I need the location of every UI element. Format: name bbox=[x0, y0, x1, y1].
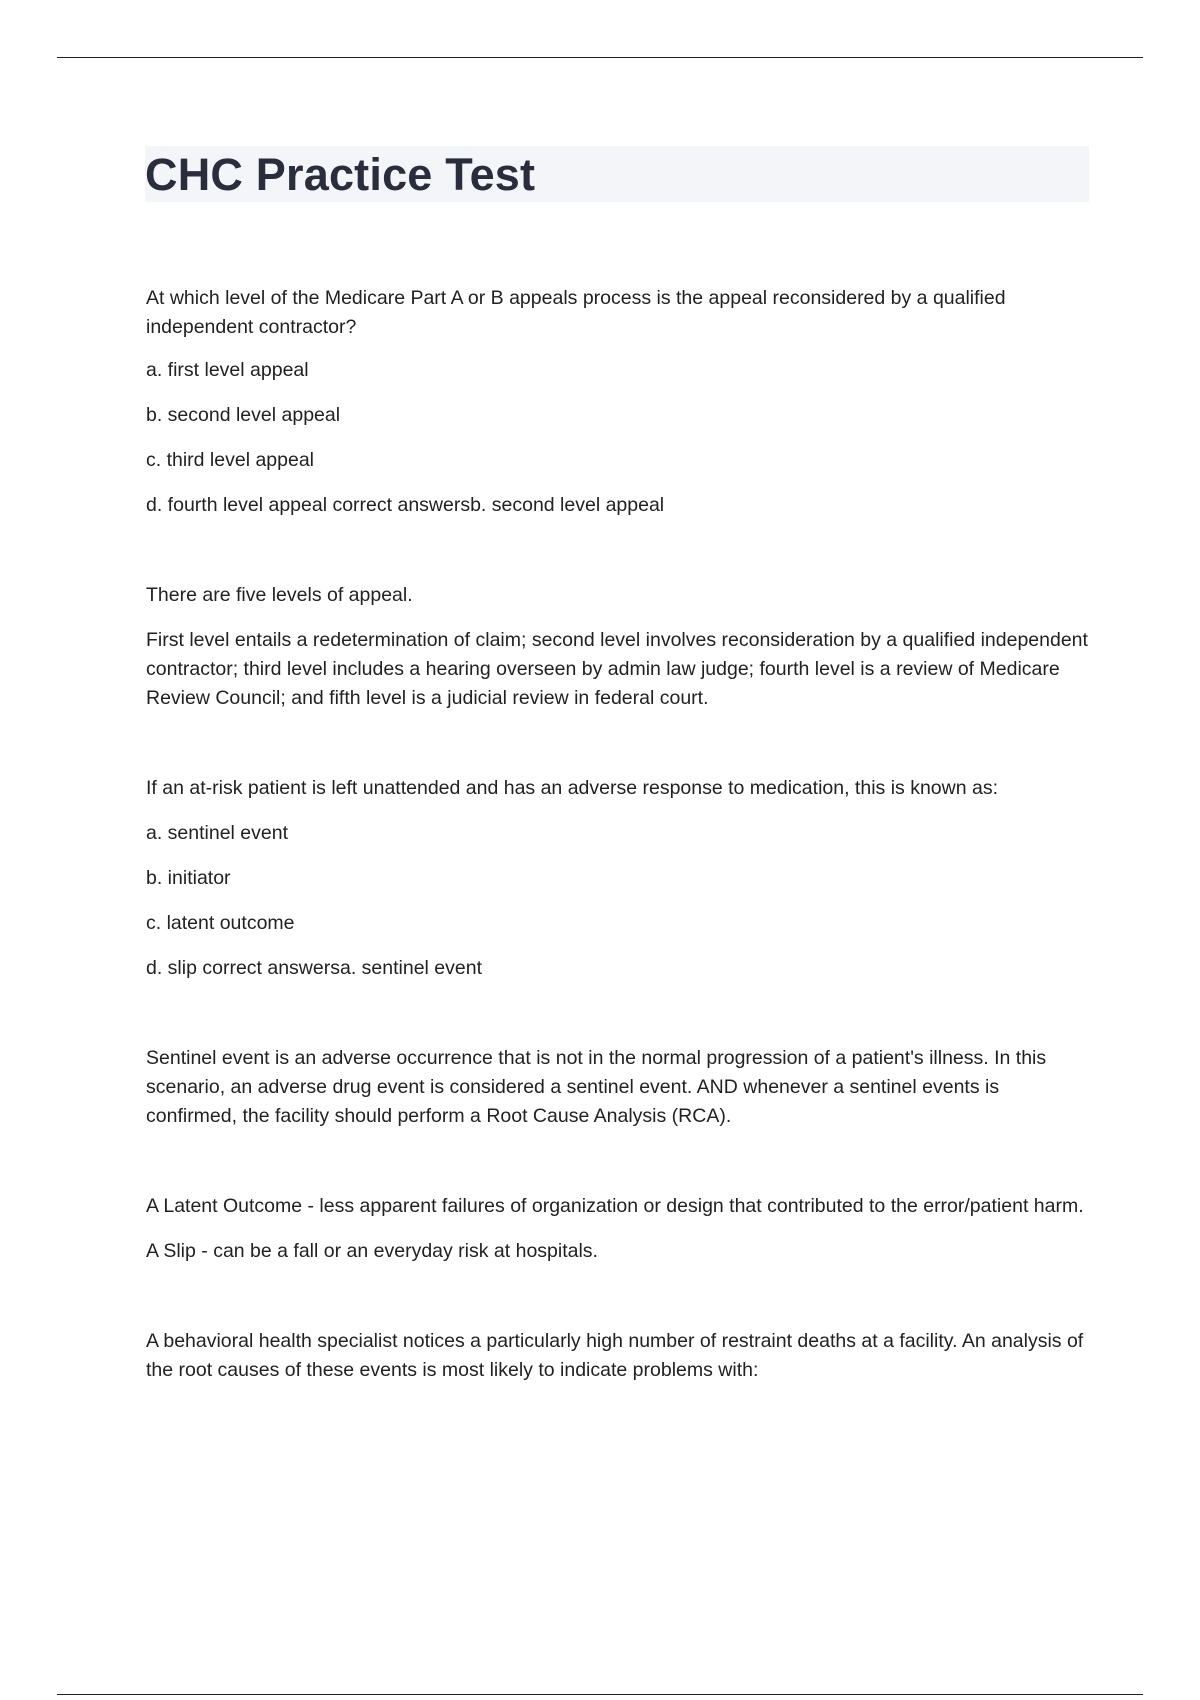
explanation-2-latent: A Latent Outcome - less apparent failures of organization or design that contributed to the error/patient harm. bbox=[146, 1195, 1084, 1217]
question-2 bbox=[146, 774, 1089, 983]
explanation-2-sentinel: Sentinel event is an adverse occurrence that is not in the normal progression of a patient's illness. In this scenario, an adverse drug event is considered a sentinel event. AND whenever a sentinel events is confirmed, the facility should perform a Root Cause Analysis (RCA). bbox=[146, 1047, 1047, 1127]
question-2-option-d-answer: d. slip correct answersa. sentinel event bbox=[146, 957, 482, 979]
explanation-2 bbox=[146, 1044, 1089, 1266]
question-1-text: At which level of the Medicare Part A or B appeals process is the appeal reconsidered by a qualified independent contractor? bbox=[146, 287, 1006, 338]
document-body bbox=[146, 146, 1089, 1385]
question-1-option-a: a. first level appeal bbox=[146, 359, 309, 381]
question-3 bbox=[146, 1327, 1089, 1385]
page-title: CHC Practice Test bbox=[145, 148, 536, 200]
header-rule bbox=[57, 57, 1143, 58]
question-1-option-d-answer: d. fourth level appeal correct answersb. second level appeal bbox=[146, 494, 665, 516]
question-2-option-a: a. sentinel event bbox=[146, 822, 289, 844]
question-2-option-c: c. latent outcome bbox=[146, 912, 295, 934]
question-1-option-b: b. second level appeal bbox=[146, 404, 341, 426]
explanation-1-intro: There are five levels of appeal. bbox=[146, 584, 413, 606]
explanation-2-slip: A Slip - can be a fall or an everyday risk at hospitals. bbox=[146, 1240, 598, 1262]
question-2-option-b: b. initiator bbox=[146, 867, 231, 889]
footer-rule bbox=[57, 1694, 1143, 1695]
explanation-1-detail: First level entails a redetermination of claim; second level involves reconsideration by a qualified independent contractor; third level includes a hearing overseen by admin law judge; fourth level is a review of Medicare Review Council; and fifth level is a judicial review in federal court. bbox=[146, 629, 1088, 709]
question-1 bbox=[146, 284, 1089, 520]
question-1-option-c: c. third level appeal bbox=[146, 449, 315, 471]
explanation-1 bbox=[146, 581, 1089, 713]
question-3-text: A behavioral health specialist notices a particularly high number of restraint deaths at a facility. An analysis of the root causes of these events is most likely to indicate problems with: bbox=[146, 1330, 1084, 1381]
question-2-text: If an at-risk patient is left unattended and has an adverse response to medication, this is known as: bbox=[146, 777, 998, 799]
title-band bbox=[145, 146, 1089, 202]
